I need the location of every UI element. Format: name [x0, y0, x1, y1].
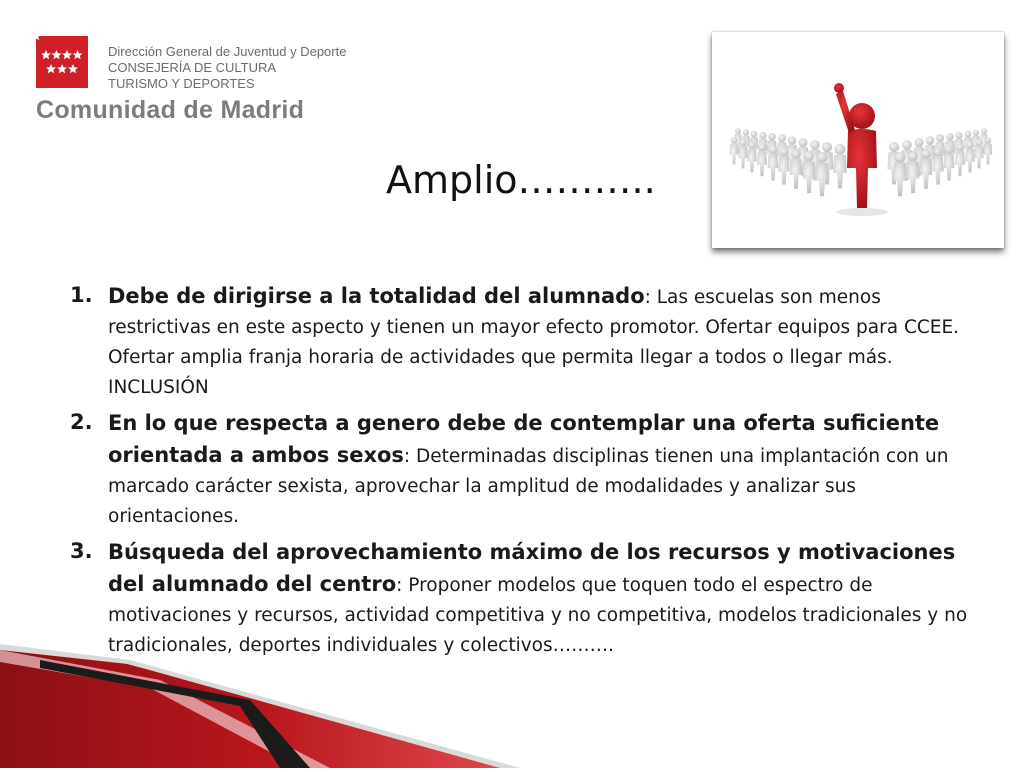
comunidad-de-madrid-logo — [36, 36, 376, 126]
item-body: : Determinadas disciplinas tienen una implantación con un marcado carácter sexista, aprovechar la amplitud de modalidades y analizar sus orientaciones. — [108, 446, 949, 527]
item-lead: En lo que respecta a genero debe de contemplar una oferta suficiente orientada a ambos sexos — [108, 411, 940, 467]
item-number: 1. — [70, 283, 93, 307]
madrid-flag-stars-icon — [36, 36, 88, 88]
item-number: 2. — [70, 410, 93, 434]
list-item — [70, 407, 970, 532]
slide-title: Amplio……….. — [386, 158, 656, 202]
criteria-list — [70, 280, 970, 665]
decorative-swoosh — [0, 640, 520, 772]
org-name: Comunidad de Madrid — [36, 96, 305, 124]
item-number: 3. — [70, 539, 93, 563]
organization-lines — [108, 44, 346, 92]
item-body: : Las escuelas son menos restrictivas en este aspecto y tienen un mayor efecto promotor. Ofertar equipos para CCEE. Ofertar amplia franja horaria de actividades que permita llegar a todos o llegar más. INCLUSIÓN — [108, 287, 960, 398]
item-lead: Debe de dirigirse a la totalidad del alumnado — [108, 284, 645, 308]
item-body: : Proponer modelos que toquen todo el espectro de motivaciones y recursos, actividad competitiva y no competitiva, modelos tradicionales y no tradicionales, deportes individuales y colectivos………. — [108, 575, 968, 656]
org-line-2: CONSEJERÍA DE CULTURA — [108, 60, 277, 75]
org-line-3: TURISMO Y DEPORTES — [108, 76, 255, 91]
org-line-1: Dirección General de Juventud y Deporte — [108, 44, 347, 59]
leader-among-crowd-illustration — [712, 32, 1004, 248]
item-lead: Búsqueda del aprovechamiento máximo de los recursos y motivaciones del alumnado del centro — [108, 540, 956, 596]
list-item — [70, 280, 970, 403]
